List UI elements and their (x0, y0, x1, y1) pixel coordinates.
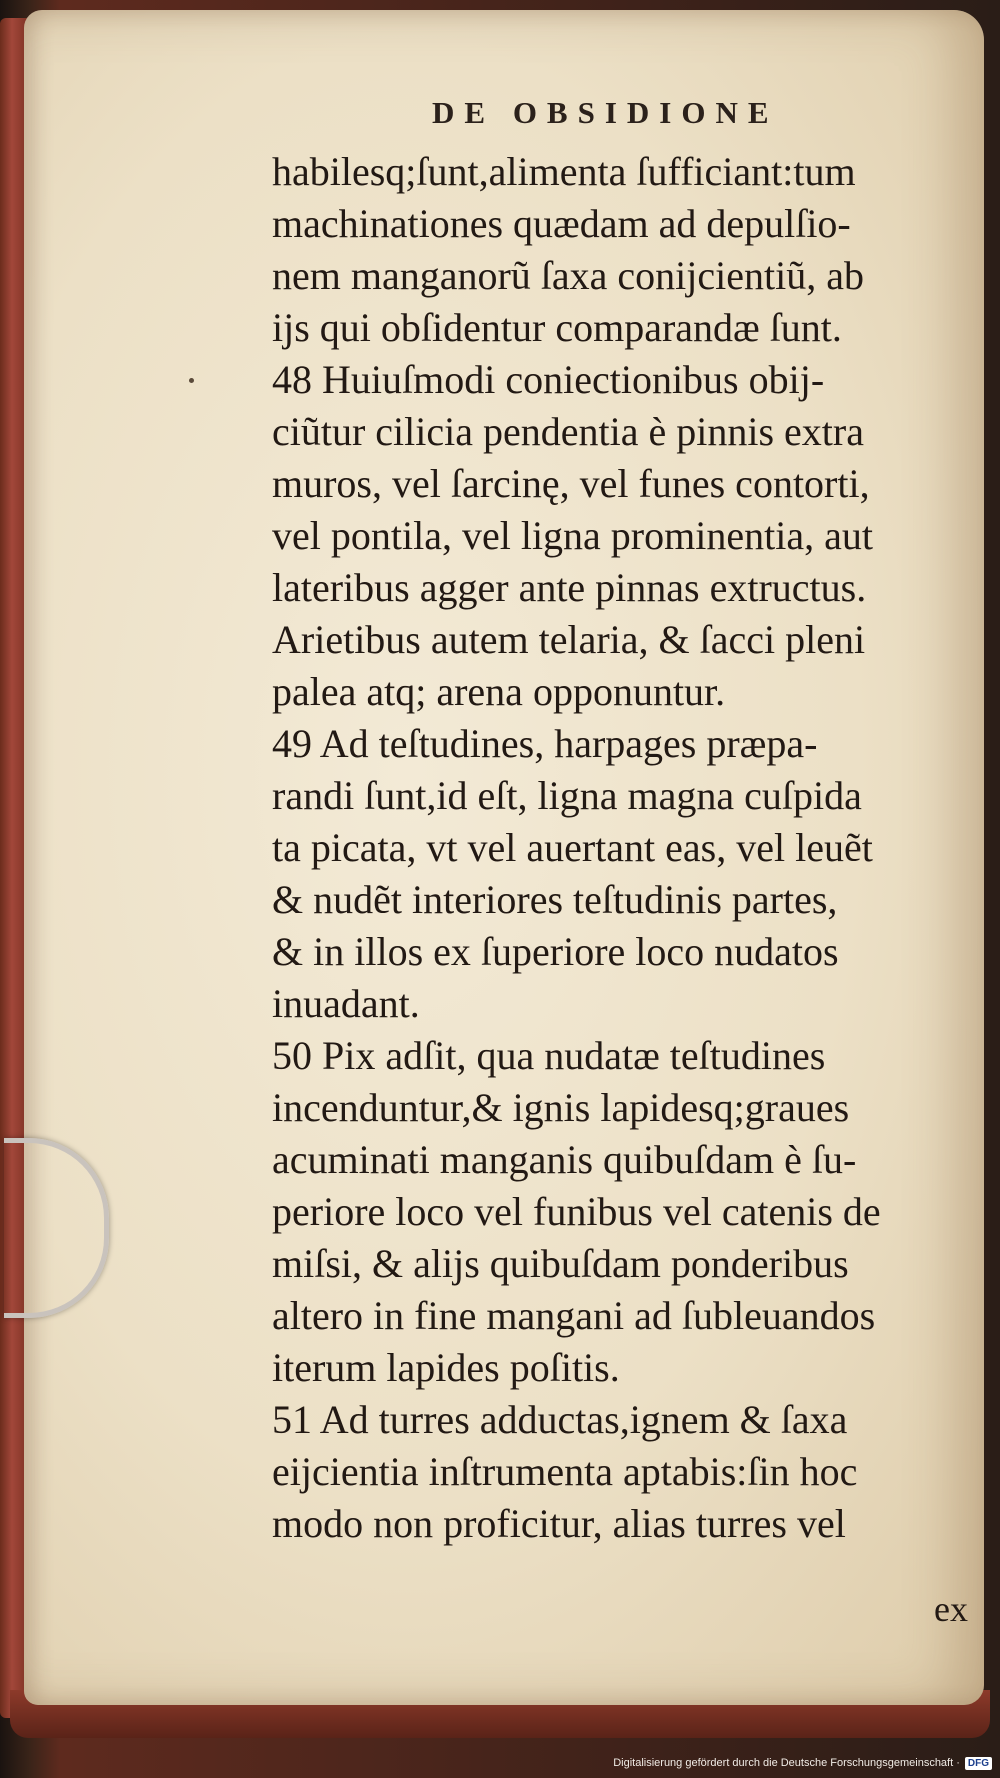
text-line-8: vel pontila, vel ligna prominentia, aut (272, 513, 873, 558)
text-line-16: & in illos ex ſuperiore loco nudatos (272, 929, 839, 974)
text-line-3: nem manganorũ ſaxa conijcientiũ, ab (272, 253, 865, 298)
text-line-23: altero in fine mangani ad ſubleuandos (272, 1293, 876, 1338)
text-line-19: incenduntur,& ignis lapidesq;graues (272, 1085, 850, 1130)
dfg-logo-icon: DFG (965, 1757, 992, 1770)
text-line-22: miſsi, & alijs quibuſdam ponderibus (272, 1241, 849, 1286)
catchword: ex (934, 1589, 968, 1629)
text-line-5: 48 Huiuſmodi coniectionibus obij- (272, 357, 825, 402)
text-line-12: 49 Ad teſtudines, harpages præpa- (272, 721, 818, 766)
digitization-credit (613, 1752, 992, 1774)
text-line-6: ciũtur cilicia pendentia è pinnis extra (272, 409, 864, 454)
text-line-13: randi ſunt,id eſt, ligna magna cuſpida (272, 773, 862, 818)
text-line-14: ta picata, vt vel auertant eas, vel leuẽt (272, 825, 873, 870)
text-line-4: ijs qui obſidentur comparandæ ſunt. (272, 305, 842, 350)
page-clip (4, 1138, 109, 1318)
text-line-25: 51 Ad turres adductas,ignem & ſaxa (272, 1397, 848, 1442)
text-line-27: modo non proficitur, alias turres vel (272, 1501, 846, 1546)
ink-spot (189, 378, 194, 383)
text-line-11: palea atq; arena opponuntur. (272, 669, 726, 714)
credit-text: Digitalisierung gefördert durch die Deutsche Forschungsgemeinschaft · (613, 1757, 960, 1769)
text-line-7: muros, vel ſarcinę, vel funes contorti, (272, 461, 870, 506)
text-line-10: Arietibus autem telaria, & ſacci pleni (272, 617, 866, 662)
text-line-24: iterum lapides poſitis. (272, 1345, 620, 1390)
text-line-1: habilesq;ſunt,alimenta ſufficiant:tum (272, 149, 856, 194)
text-line-26: eijcientia inſtrumenta aptabis:ſin hoc (272, 1449, 858, 1494)
text-line-18: 50 Pix adſit, qua nudatæ teſtudines (272, 1033, 826, 1078)
text-line-20: acuminati manganis quibuſdam è ſu- (272, 1137, 857, 1182)
running-title: DE OBSIDIONE (432, 95, 779, 130)
text-line-9: lateribus agger ante pinnas extructus. (272, 565, 867, 610)
text-line-21: periore loco vel funibus vel catenis de (272, 1189, 881, 1234)
text-line-15: & nudẽt interiores teſtudinis partes, (272, 877, 838, 922)
text-line-2: machinationes quædam ad depulſio- (272, 201, 851, 246)
text-line-17: inuadant. (272, 981, 420, 1026)
